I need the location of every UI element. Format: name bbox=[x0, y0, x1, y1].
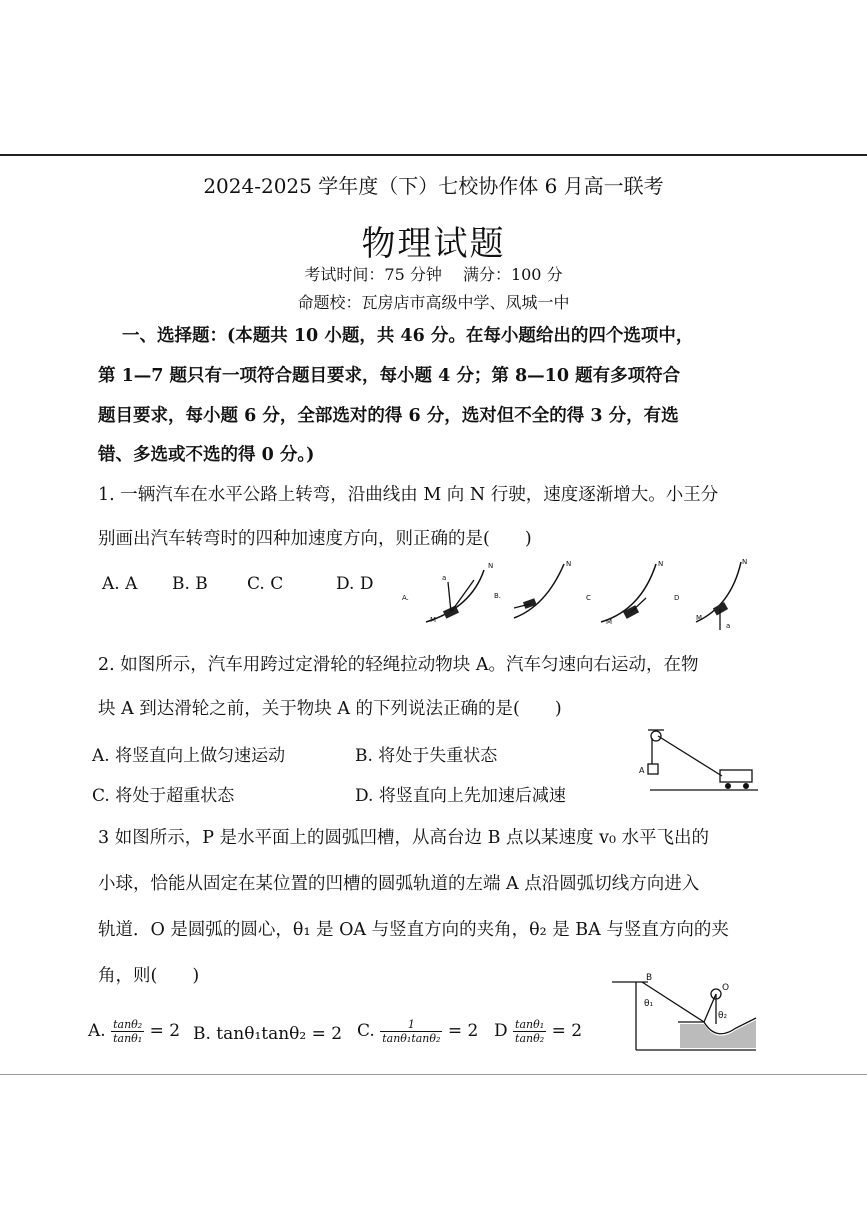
fig-label-m3: M bbox=[606, 618, 613, 626]
q3-option-a-fraction: $\frac{\text{tanθ₂}}{\text{tanθ₁}}$ bbox=[113, 1018, 143, 1045]
fig-label-m: M bbox=[430, 616, 437, 624]
q3-line4: 角，则( ) bbox=[98, 966, 200, 986]
q1-option-d: D. D bbox=[336, 574, 374, 594]
q3-line1: 3 如图所示，P 是水平面上的圆弧凹槽，从高台边 B 点以某速度 v₀ 水平飞出的 bbox=[98, 828, 710, 848]
fig-label-n3: N bbox=[658, 560, 664, 568]
q3-fig-label-b: B bbox=[646, 973, 653, 983]
q3-option-d-fraction: $\frac{\text{tanθ₁}}{\text{tanθ₂}}$ bbox=[515, 1018, 545, 1045]
section1-line1: 一、选择题：(本题共 10 小题，共 46 分。在每小题给出的四个选项中， bbox=[122, 326, 694, 346]
q2-line2: 块 A 到达滑轮之前，关于物块 A 的下列说法正确的是( ) bbox=[98, 699, 562, 719]
fig-label-acc4: a bbox=[726, 622, 731, 630]
fig-label-n4: N bbox=[742, 558, 748, 566]
q2-fig-label-a: A bbox=[639, 766, 645, 775]
fig-label-a: A. bbox=[402, 594, 409, 602]
q3-line3: 轨道．O 是圆弧的圆心，θ₁ 是 OA 与竖直方向的夹角，θ₂ 是 BA 与竖直方向的夹 bbox=[98, 920, 729, 940]
q1-curve-figures bbox=[396, 556, 756, 640]
section1-line3: 题目要求，每小题 6 分，全部选对的得 6 分，选对但不全的得 3 分，有选 bbox=[98, 406, 679, 426]
section1-line4: 错、多选或不选的得 0 分。) bbox=[98, 445, 315, 465]
q1-option-b: B. B bbox=[172, 574, 208, 594]
fig-label-b: B. bbox=[494, 592, 502, 600]
q1-option-a: A. A bbox=[102, 574, 138, 594]
setting-schools: 命题校：瓦房店市高级中学、凤城一中 bbox=[297, 293, 570, 312]
exam-title: 2024-2025 学年度（下）七校协作体 6 月高一联考 bbox=[203, 174, 664, 198]
bottom-border-line bbox=[0, 1074, 867, 1075]
q2-option-a: A. 将竖直向上做匀速运动 bbox=[92, 746, 286, 766]
fig-label-c: C bbox=[586, 594, 591, 602]
q3-arc-figure bbox=[606, 968, 760, 1054]
q2-option-c: C. 将处于超重状态 bbox=[92, 786, 235, 806]
q2-option-b: B. 将处于失重状态 bbox=[355, 746, 498, 766]
fig-label-d: D bbox=[674, 594, 680, 602]
q3-fig-label-theta2: θ₂ bbox=[718, 1011, 728, 1021]
q3-option-c: C. $\frac{1}{\text{tanθ₁tanθ₂}}$ = 2 bbox=[357, 1018, 479, 1045]
q3-option-b: B. tanθ₁tanθ₂ = 2 bbox=[193, 1024, 343, 1044]
fig-label-n: N bbox=[488, 562, 494, 570]
fig-label-acc: a bbox=[442, 574, 447, 582]
fig-label-n2: N bbox=[566, 560, 572, 568]
q1-line2: 别画出汽车转弯时的四种加速度方向，则正确的是( ) bbox=[98, 529, 532, 549]
fig-label-m4: M bbox=[696, 614, 703, 622]
q1-line1: 1. 一辆汽车在水平公路上转弯，沿曲线由 M 向 N 行驶，速度逐渐增大。小王分 bbox=[98, 485, 719, 505]
exam-time-score: 考试时间：75 分钟 满分：100 分 bbox=[304, 265, 563, 284]
q2-pulley-figure bbox=[636, 724, 761, 796]
q3-fig-label-theta1: θ₁ bbox=[644, 999, 654, 1009]
q3-option-d: D $\frac{\text{tanθ₁}}{\text{tanθ₂}}$ = 2 bbox=[494, 1018, 583, 1045]
q1-option-c: C. C bbox=[247, 574, 284, 594]
top-border-line bbox=[0, 154, 867, 156]
section1-line2: 第 1—7 题只有一项符合题目要求，每小题 4 分；第 8—10 题有多项符合 bbox=[98, 366, 681, 386]
q3-fig-label-o: O bbox=[722, 983, 730, 993]
subject-title: 物理试题 bbox=[361, 224, 506, 264]
q3-line2: 小球，恰能从固定在某位置的凹槽的圆弧轨道的左端 A 点沿圆弧切线方向进入 bbox=[98, 874, 700, 894]
q3-option-c-fraction: $\frac{1}{\text{tanθ₁tanθ₂}}$ bbox=[382, 1018, 441, 1045]
q2-option-d: D. 将竖直向上先加速后减速 bbox=[355, 786, 566, 806]
q3-option-a: A. $\frac{\text{tanθ₂}}{\text{tanθ₁}}$ = 2 bbox=[88, 1018, 181, 1045]
q2-line1: 2. 如图所示，汽车用跨过定滑轮的轻绳拉动物块 A。汽车匀速向右运动，在物 bbox=[98, 655, 699, 675]
